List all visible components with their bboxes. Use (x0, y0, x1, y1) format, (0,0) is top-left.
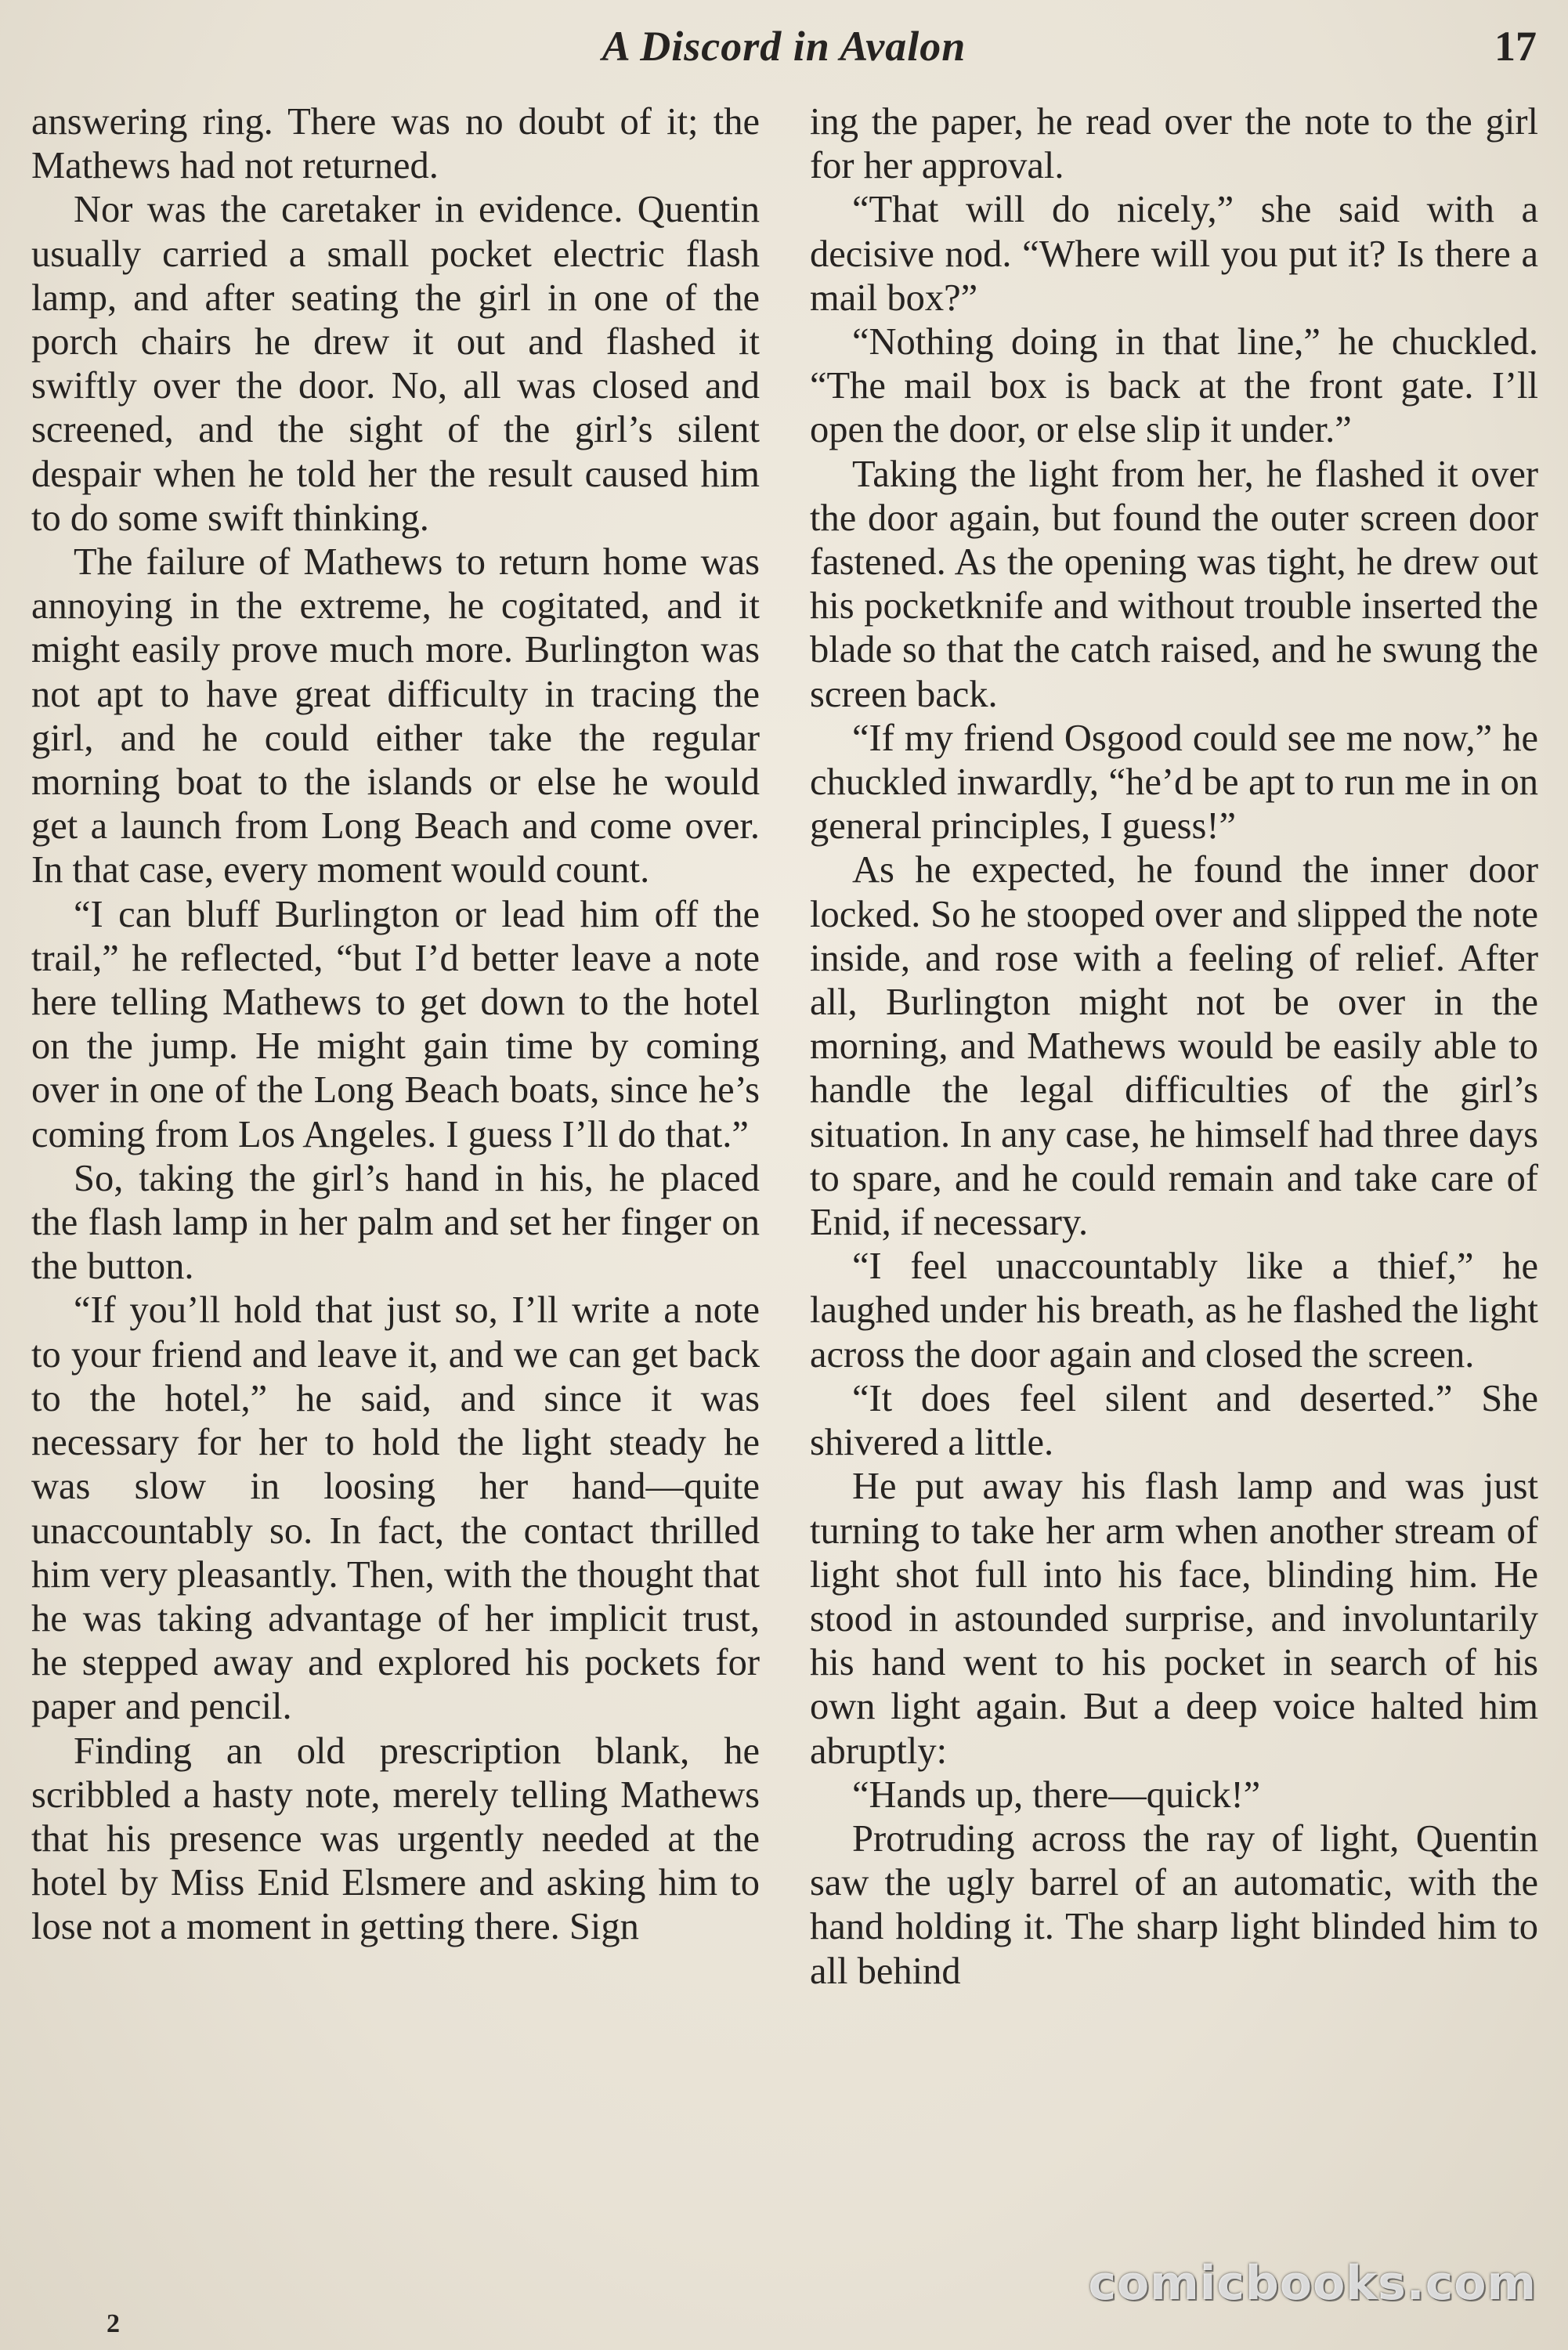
page-number: 17 (1494, 23, 1537, 70)
paragraph: “If my friend Osgood could see me now,” he chuckled inwardly, “he’d be apt to run me in on general principles, I guess!” (810, 717, 1538, 848)
paragraph: answering ring. There was no doubt of it; the Mathews had not returned. (31, 101, 760, 187)
paragraph: As he expected, he found the inner door locked. So he stooped over and slipped the note inside, and rose with a feeling of relief. After all, Burlington might not be over in the morning, and Mathews would be easily able to handle the legal difficulties of the girl’s situation. In any case, he himself had three days to spare, and he could remain and take care of Enid, if necessary. (810, 849, 1538, 1244)
folio-mark: 2 (107, 2309, 120, 2338)
paragraph: “If you’ll hold that just so, I’ll write a note to your friend and leave it, and we can get back to the hotel,” he said, and since it was necessary for her to hold the light steady he was slow in loosing her hand—quite unaccountably so. In fact, the contact thrilled him very pleasantly. Then, with the thought that he was taking advantage of her implicit trust, he stepped away and explored his pockets for paper and pencil. (31, 1289, 760, 1728)
paragraph: He put away his flash lamp and was just turning to take her arm when another stream of light shot full into his face, blinding him. He stood in astounded surprise, and involuntarily his hand went to his pocket in search of his own light again. But a deep voice halted him abruptly: (810, 1466, 1538, 1772)
left-column (31, 100, 760, 1950)
paragraph: Finding an old prescription blank, he scribbled a hasty note, merely telling Mathews that his presence was urgently needed at the hotel by Miss Enid Elsmere and asking him to lose not a moment in getting there. Sign (31, 1730, 760, 1948)
paragraph: The failure of Mathews to return home was annoying in the extreme, he cogitated, and it might easily prove much more. Burlington was not apt to have great difficulty in tracing the girl, and he could either take the regular morning boat to the islands or else he would get a launch from Long Beach and come over. In that case, every moment would count. (31, 541, 760, 891)
running-title: A Discord in Avalon (602, 23, 966, 70)
paragraph: “I can bluff Burlington or lead him off the trail,” he reflected, “but I’d better leave a note here telling Mathews to get down to the hotel on the jump. He might gain time by coming over in one of the Long Beach boats, since he’s coming from Los Angeles. I guess I’ll do that.” (31, 893, 760, 1155)
paragraph: Taking the light from her, he flashed it over the door again, but found the outer screen door fastened. As the opening was tight, he drew out his pocketknife and without trouble inserted the blade so that the catch raised, and he swung the screen back. (810, 453, 1538, 715)
paragraph: “Hands up, there—quick!” (852, 1773, 1261, 1816)
paragraph: “Nothing doing in that line,” he chuckled. “The mail box is back at the front gate. I’ll open the door, or else slip it under.” (810, 321, 1538, 451)
paragraph: “That will do nicely,” she said with a decisive nod. “Where will you put it? Is there a mail box?” (810, 189, 1538, 319)
paragraph: Nor was the caretaker in evidence. Quentin usually carried a small pocket electric flash lamp, and after seating the girl in one of the porch chairs he drew it out and flashed it swiftly over the door. No, all was closed and screened, and the sight of the girl’s silent despair when he told her the result caused him to do some swift thinking. (31, 189, 760, 539)
watermark: comicbooks.com (1088, 2256, 1537, 2311)
paragraph: ing the paper, he read over the note to the girl for her approval. (810, 101, 1538, 187)
paragraph: So, taking the girl’s hand in his, he placed the flash lamp in her palm and set her finger on the button. (31, 1157, 760, 1288)
paragraph: “It does feel silent and deserted.” She shivered a little. (810, 1377, 1538, 1464)
right-column (810, 100, 1538, 1994)
paragraph: Protruding across the ray of light, Quentin saw the ugly barrel of an automatic, with the hand holding it. The sharp light blinded him to all behind (810, 1817, 1538, 1992)
paragraph: “I feel unaccountably like a thief,” he laughed under his breath, as he flashed the light across the door again and closed the screen. (810, 1246, 1538, 1376)
page-header (31, 22, 1537, 77)
